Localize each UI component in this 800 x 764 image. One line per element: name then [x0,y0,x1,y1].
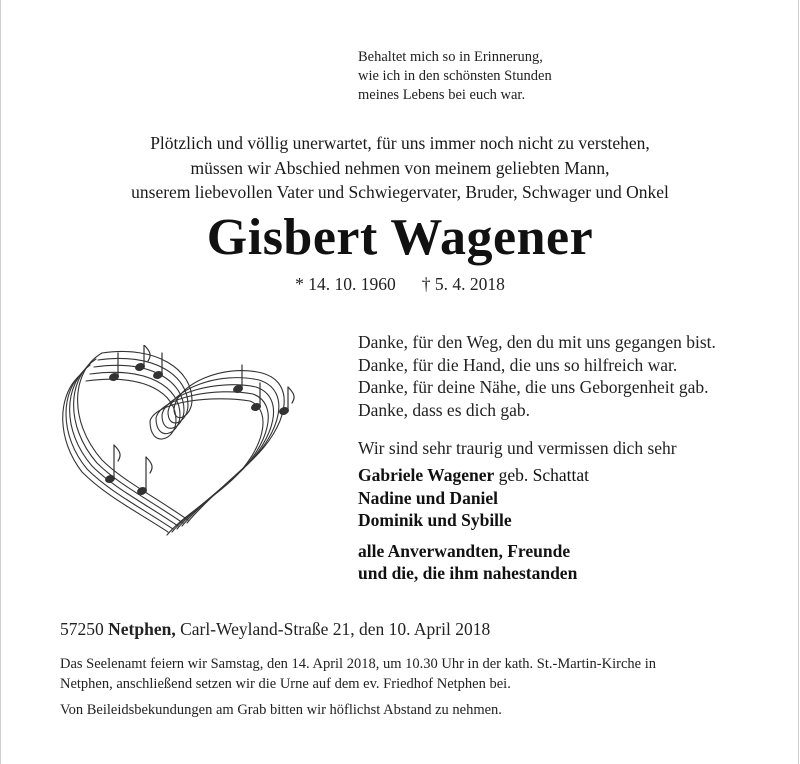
service-line: Das Seelenamt feiern wir Samstag, den 14. April 2018, um 10.30 Uhr in der kath. St.-Martin-Kirche in [60,656,656,672]
deceased-name: Gisbert Wagener [206,209,594,266]
condolence-request: Von Beileidsbekundungen am Grab bitten wir höflichst Abstand zu nehmen. [60,702,502,718]
life-dates [0,274,800,295]
thanks-line: Danke, für die Hand, die uns so hilfreich war. [358,354,678,375]
zip-code: 57250 [60,619,109,639]
address-line [60,619,490,640]
thanks-verse [358,331,716,421]
spouse-name: Gabriele Wagener [358,465,495,485]
motto-line: Behaltet mich so in Erinnerung, [358,49,543,65]
service-line: Netphen, anschließend setzen wir die Urne auf dem ev. Friedhof Netphen bei. [60,675,511,692]
music-staff-heart-icon [62,345,312,555]
relatives-text: alle Anverwandten, Freunde [358,540,571,561]
children-names: Dominik und Sybille [358,510,512,530]
death-date: † 5. 4. 2018 [421,274,505,294]
spouse-maiden-name: geb. Schattat [494,465,590,485]
intro-text [0,131,800,205]
relatives-text: und die, die ihm nahestanden [358,563,578,583]
motto-verse [358,48,552,105]
relatives-line [358,540,589,563]
intro-line: unserem liebevollen Vater und Schwiegervater, Bruder, Schwager und Onkel [131,182,669,202]
town-name: Netphen, [108,619,176,639]
service-info [60,655,780,694]
children-line [358,487,589,510]
street-and-date: Carl-Weyland-Straße 21, den 10. April 2018 [175,619,491,639]
relatives-line [358,562,589,585]
thanks-line: Danke, für den Weg, den du mit uns gegangen bist. [358,332,716,352]
motto-line: meines Lebens bei euch war. [358,87,526,103]
birth-date: * 14. 10. 1960 [295,274,396,294]
thanks-line: Danke, für deine Nähe, die uns Geborgenheit gab. [358,377,709,397]
thanks-line: Danke, dass es dich gab. [358,399,531,420]
family-signatures [358,464,589,585]
intro-line: müssen wir Abschied nehmen von meinem geliebten Mann, [190,157,610,178]
motto-line: wie ich in den schönsten Stunden [358,68,552,84]
children-names: Nadine und Daniel [358,487,499,508]
children-line [358,509,589,532]
intro-line: Plötzlich und völlig unerwartet, für uns immer noch nicht zu verstehen, [150,133,650,153]
mourning-line: Wir sind sehr traurig und vermissen dich sehr [358,438,677,458]
spouse-line [358,464,589,487]
